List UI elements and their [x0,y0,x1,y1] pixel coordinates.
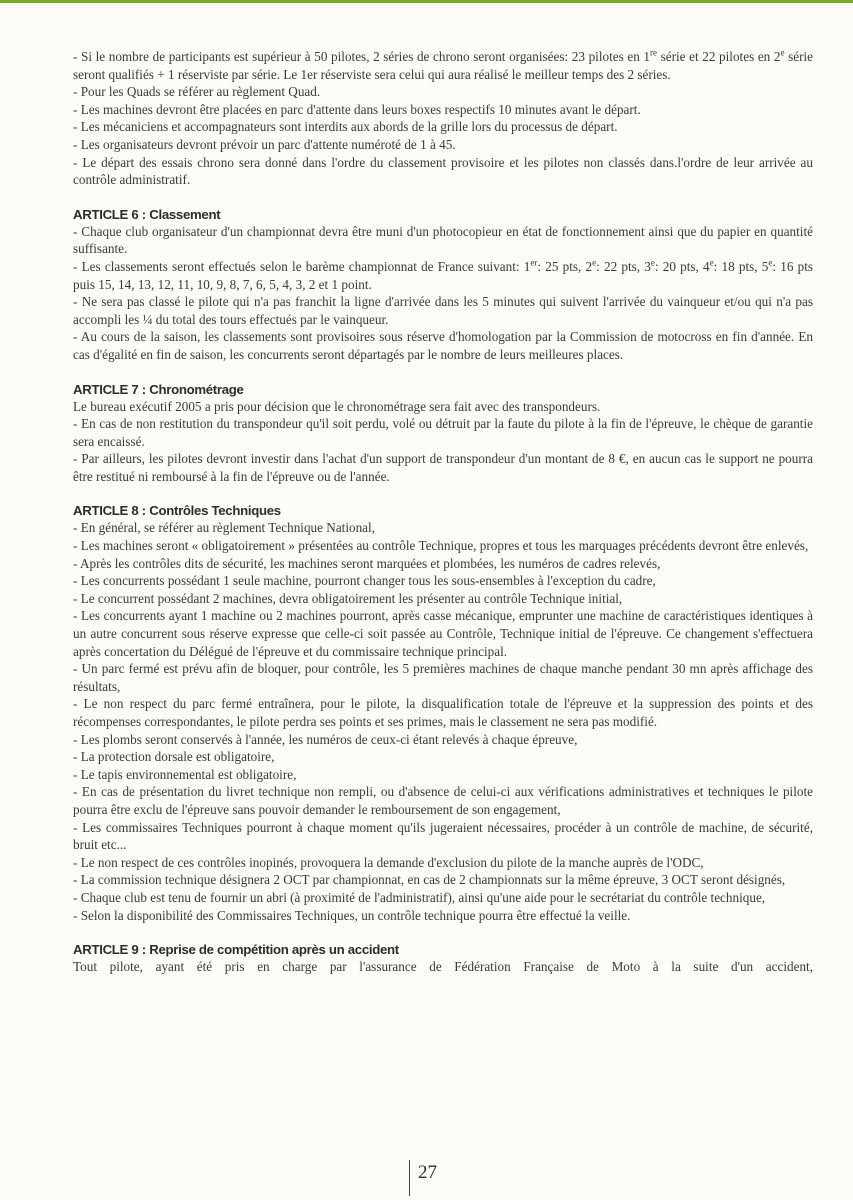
article-7-paragraph: - En cas de non restitution du transpondeur qu'il soit perdu, volé ou détruit par la faute du pilote à la fin de l'épreuve, le chèque de garantie sera encaissé. [73,416,813,449]
article-8-item: - Les commissaires Techniques pourront à chaque moment qu'ils jugeraient nécessaires, procéder à un contrôle de machine, de sécurité, bruit etc... [73,819,813,853]
intro-paragraph-quads: - Pour les Quads se référer au règlement Quad. [73,84,321,100]
article-6-paragraph: - Au cours de la saison, les classements sont provisoires sous réserve d'homologation par la Commission de motocross en fin d'année. En cas d'égalité en fin de saison, les concurrents seront départagés par le nombre de leurs meilleures places. [73,329,813,362]
article-8-item: - Le non respect de ces contrôles inopinés, provoquera la demande d'exclusion du pilote de la manche auprès de l'ODC, [73,854,704,870]
article-8-list [73,519,813,924]
top-rule [0,0,853,3]
article-8-item: - Les concurrents possédant 1 seule machine, pourront changer tous les sous-ensembles à l'exception du cadre, [73,573,656,589]
article-8-item: - En général, se référer au règlement Technique National, [73,520,375,536]
article-8-item: - Selon la disponibilité des Commissaires Techniques, un contrôle technique pourra être effectué la veille. [73,907,631,923]
article-6-paragraph: - Ne sera pas classé le pilote qui n'a pas franchit la ligne d'arrivée dans les 5 minutes qui suivent l'arrivée du vainqueur et/ou qui n'a pas accompli les ¼ du total des tours effectués par le vainqueur. [73,294,813,327]
article-9-heading: ARTICLE 9 : Reprise de compétition après un accident [73,942,399,958]
article-6-paragraph: - Les classements seront effectués selon le barème championnat de France suivant: 1er: 25 pts, 2e: 22 pts, 3e: 20 pts, 4e: 18 pts, 5e: 16 pts puis 15, 14, 13, 12, 11, 10, 9, 8, 7, 6, 5, 4, 3, 2 et 1 point. [73,257,814,292]
article-7-paragraph: Le bureau exécutif 2005 a pris pour décision que le chronométrage sera fait avec des transpondeurs. [73,398,601,414]
article-9-paragraph: Tout pilote, ayant été pris en charge par l'assurance de Fédération Française de Moto à la suite d'un accident, [73,959,813,975]
page-number: 27 [418,1162,437,1183]
article-8-item: - Le tapis environnemental est obligatoire, [73,766,297,782]
article-8-item: - La protection dorsale est obligatoire, [73,749,275,765]
article-8-item: - Les concurrents ayant 1 machine ou 2 machines pourront, après casse mécanique, emprunter une machine de caractéristiques identiques à un autre concurrent sous réserve expresse que celle-ci soit passée au Contrôle, Technique initial de l'épreuve. Ce changement s'effectuera après concertation du Délégué de l'épreuve et du commissaire technique principal. [73,608,813,659]
intro-section [73,48,813,189]
intro-paragraph-parc: - Les machines devront être placées en parc d'attente dans leurs boxes respectifs 10 minutes avant le départ. [73,101,641,117]
article-8-item: - Un parc fermé est prévu afin de bloquer, pour contrôle, les 5 premières machines de chaque manche pendant 30 mn après affichage des résultats, [73,661,813,694]
article-8-section [73,502,813,924]
article-8-item: - Le concurrent possédant 2 machines, devra obligatoirement les présenter au contrôle Technique initial, [73,590,623,606]
article-6-section [73,206,813,364]
article-8-item: - Les plombs seront conservés à l'année, les numéros de ceux-ci étant relevés à chaque épreuve, [73,731,578,747]
article-6-paragraph: - Chaque club organisateur d'un championnat devra être muni d'un photocopieur en état de fonctionnement ainsi que du papier en quantité suffisante. [73,223,813,257]
document-page [73,48,813,976]
article-6-heading: ARTICLE 6 : Classement [73,206,221,222]
article-8-item: - Les machines seront « obligatoirement » présentées au contrôle Technique, propres et tous les marquages précédents devront être enlevés, [73,538,809,554]
intro-paragraph-depart: - Le départ des essais chrono sera donné dans l'ordre du classement provisoire et les pilotes non classés dans.l'ordre de leur arrivée au contrôle administratif. [73,154,813,188]
article-7-heading: ARTICLE 7 : Chronométrage [73,381,244,397]
intro-paragraph-mecaniciens: - Les mécaniciens et accompagnateurs sont interdits aux abords de la grille lors du processus de départ. [73,119,618,135]
article-9-section [73,941,813,976]
article-8-item: - En cas de présentation du livret technique non rempli, ou d'absence de celui-ci aux vérifications administratives et techniques le pilote pourra être exclu de l'épreuve sans pouvoir demander le remboursement de son engagement, [73,784,813,817]
article-8-item: - Le non respect du parc fermé entraînera, pour le pilote, la disqualification totale de l'épreuve et la suppression des points et des récompenses correspondantes, le pilote perdra ses points et ses primes, mais le classement ne sera pas modifié. [73,696,813,729]
article-8-item: - La commission technique désignera 2 OCT par championnat, en cas de 2 championnats sur la même épreuve, 3 OCT seront désignés, [73,872,786,888]
page-footer [409,1160,437,1196]
article-8-item: - Après les contrôles dits de sécurité, les machines seront marquées et plombées, les numéros de cadres relevés, [73,555,661,571]
article-7-paragraph: - Par ailleurs, les pilotes devront investir dans l'achat d'un support de transpondeur d'un montant de 8 €, en aucun cas le support ne pourra être restitué ni remboursé à la fin de l'épreuve ou de l'année. [73,451,813,484]
article-7-section [73,381,813,486]
article-8-heading: ARTICLE 8 : Contrôles Techniques [73,503,281,519]
article-8-item: - Chaque club est tenu de fournir un abri (à proximité de l'administratif), ainsi qu'une aide pour le secrétariat du contrôle technique, [73,889,766,905]
intro-paragraph-series: - Si le nombre de participants est supérieur à 50 pilotes, 2 séries de chrono seront organisées: 23 pilotes en 1re série et 22 pilotes en 2e série seront qualifiés + 1 réserviste par série. Le 1er réserviste sera celui qui aura réalisé le meilleur temps des 2 séries. [73,47,813,82]
intro-paragraph-organisateurs: - Les organisateurs devront prévoir un parc d'attente numéroté de 1 à 45. [73,136,456,152]
